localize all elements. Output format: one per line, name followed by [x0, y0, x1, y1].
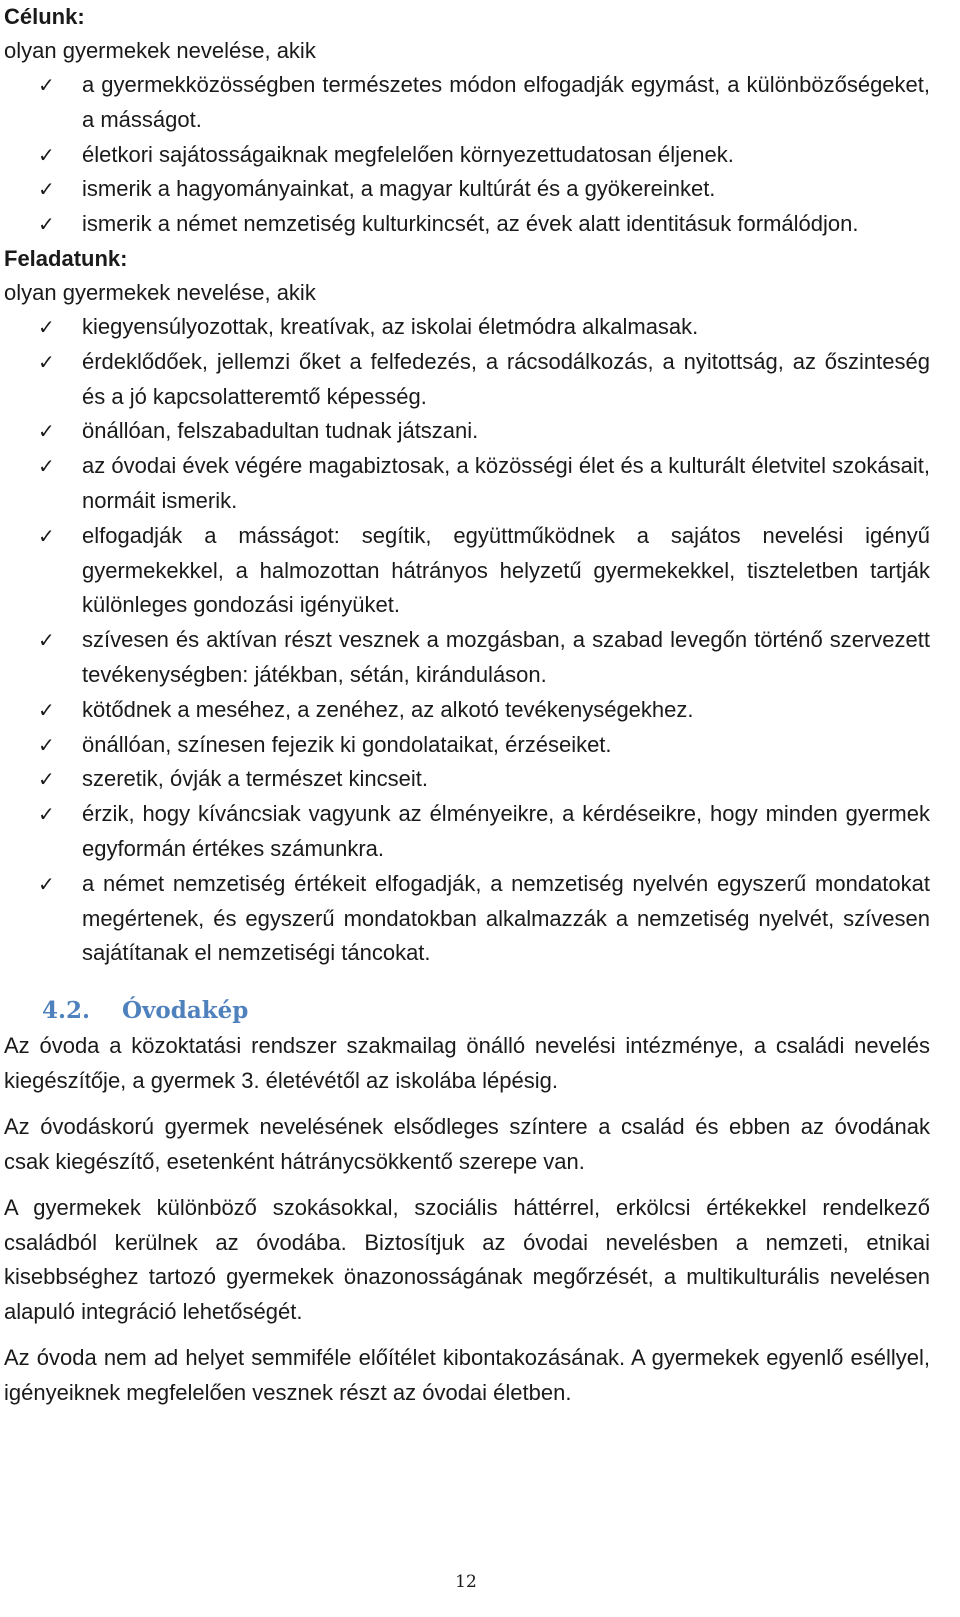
task-item-text: kötődnek a meséhez, a zenéhez, az alkotó tevékenységekhez. — [82, 696, 694, 722]
checkmark-icon: ✓ — [38, 732, 55, 757]
checkmark-icon: ✓ — [38, 802, 55, 827]
task-item — [4, 762, 930, 797]
goal-item-text: ismerik a német nemzetiség kulturkincsét, az évek alatt identitásuk formálódjon. — [82, 211, 859, 237]
checkmark-icon: ✓ — [38, 523, 55, 548]
tasks-list — [4, 310, 930, 971]
goal-item — [4, 172, 930, 207]
task-item-text: kiegyensúlyozottak, kreatívak, az iskolai életmódra alkalmasak. — [82, 313, 699, 339]
body-paragraph: Az óvoda nem ad helyet semmiféle előítélet kibontakozásának. A gyermekek egyenlő eséllyel, igényeiknek megfelelően vesznek részt az óvodai életben. — [4, 1345, 930, 1405]
goal-item — [4, 138, 930, 173]
checkmark-icon: ✓ — [38, 697, 55, 722]
task-item-text: az óvodai évek végére magabiztosak, a közösségi élet és a kulturált életvitel szokásait, normáit ismerik. — [82, 453, 930, 513]
task-item-text: a német nemzetiség értékeit elfogadják, a nemzetiség nyelvén egyszerű mondatokat megértenek, és egyszerű mondatokban alkalmazzák a nemzetiség nyelvét, szívesen sajátítanak el nemzetiségi táncokat. — [82, 870, 930, 966]
checkmark-icon: ✓ — [38, 767, 55, 792]
goal-item — [4, 207, 930, 242]
task-item-text: elfogadják a másságot: segítik, együttműködnek a sajátos nevelési igényű gyermekekkel, a halmozottan hátrányos helyzetű gyermekekkel, tiszteletben tartják különleges gondozási igényüket. — [82, 522, 930, 618]
checkmark-icon: ✓ — [38, 212, 55, 237]
body-paragraph: A gyermekek különböző szokásokkal, szociális háttérrel, erkölcsi értékekkel rendelkező családból kerülnek az óvodába. Biztosítjuk az óvodai nevelésben a nemzeti, etnikai kisebbséghez tartozó gyermekek önazonosságának megőrzését, a multikulturális nevelésen alapuló integráció lehetőségét. — [4, 1195, 930, 1324]
checkmark-icon: ✓ — [38, 419, 55, 444]
task-item — [4, 867, 930, 971]
body-paragraph: Az óvoda a közoktatási rendszer szakmailag önálló nevelési intézménye, a családi nevelés kiegészítője, a gyermek 3. életévétől az iskolába lépésig. — [4, 1033, 930, 1093]
task-item — [4, 728, 930, 763]
goals-list — [4, 68, 930, 242]
checkmark-icon: ✓ — [38, 73, 55, 97]
task-item — [4, 797, 930, 867]
checkmark-icon: ✓ — [38, 177, 55, 202]
section-title: Óvodakép — [122, 997, 249, 1025]
checkmark-icon: ✓ — [38, 454, 55, 479]
section-heading — [4, 993, 930, 1029]
goal-item-text: életkori sajátosságaiknak megfelelően környezettudatosan éljenek. — [82, 141, 734, 167]
task-item-text: önállóan, felszabadultan tudnak játszani. — [82, 418, 479, 444]
goal-item — [4, 68, 930, 138]
tasks-intro: olyan gyermekek nevelése, akik — [4, 279, 316, 305]
checkmark-icon: ✓ — [38, 142, 55, 167]
task-item-text: szeretik, óvják a természet kincseit. — [82, 766, 429, 792]
checkmark-icon: ✓ — [38, 349, 55, 374]
checkmark-icon: ✓ — [38, 314, 55, 339]
body-paragraph: Az óvodáskorú gyermek nevelésének elsődleges színtere a család és ebben az óvodának csak kiegészítő, esetenként hátránycsökkentő szerepe van. — [4, 1114, 930, 1174]
task-item — [4, 693, 930, 728]
goal-item-text: a gyermekközösségben természetes módon elfogadják egymást, a különbözőségeket, a másságot. — [82, 72, 930, 132]
page-number: 12 — [455, 1572, 477, 1592]
task-item — [4, 414, 930, 449]
checkmark-icon: ✓ — [38, 628, 55, 653]
checkmark-icon: ✓ — [38, 871, 55, 896]
goals-intro: olyan gyermekek nevelése, akik — [4, 38, 316, 63]
section-number: 4.2. — [42, 997, 91, 1025]
task-item-text: önállóan, színesen fejezik ki gondolataikat, érzéseiket. — [82, 731, 612, 757]
task-item-text: érzik, hogy kíváncsiak vagyunk az élményeikre, a kérdéseikre, hogy minden gyermek egyformán értékes számunkra. — [82, 801, 930, 861]
tasks-heading: Feladatunk: — [4, 245, 128, 271]
task-item-text: szívesen és aktívan részt vesznek a mozgásban, a szabad levegőn történő szervezett tevékenységben: játékban, sétán, kiránduláson. — [82, 627, 930, 687]
task-item-text: érdeklődőek, jellemzi őket a felfedezés, a rácsodálkozás, a nyitottság, az őszinteség és a jó kapcsolatteremtő képesség. — [82, 348, 930, 409]
task-item — [4, 623, 930, 693]
task-item — [4, 345, 930, 415]
task-item — [4, 310, 930, 345]
task-item — [4, 449, 930, 519]
document-page — [4, 0, 930, 1422]
goals-heading: Célunk: — [4, 4, 85, 29]
goal-item-text: ismerik a hagyományainkat, a magyar kultúrát és a gyökereinket. — [82, 176, 716, 202]
task-item — [4, 519, 930, 623]
